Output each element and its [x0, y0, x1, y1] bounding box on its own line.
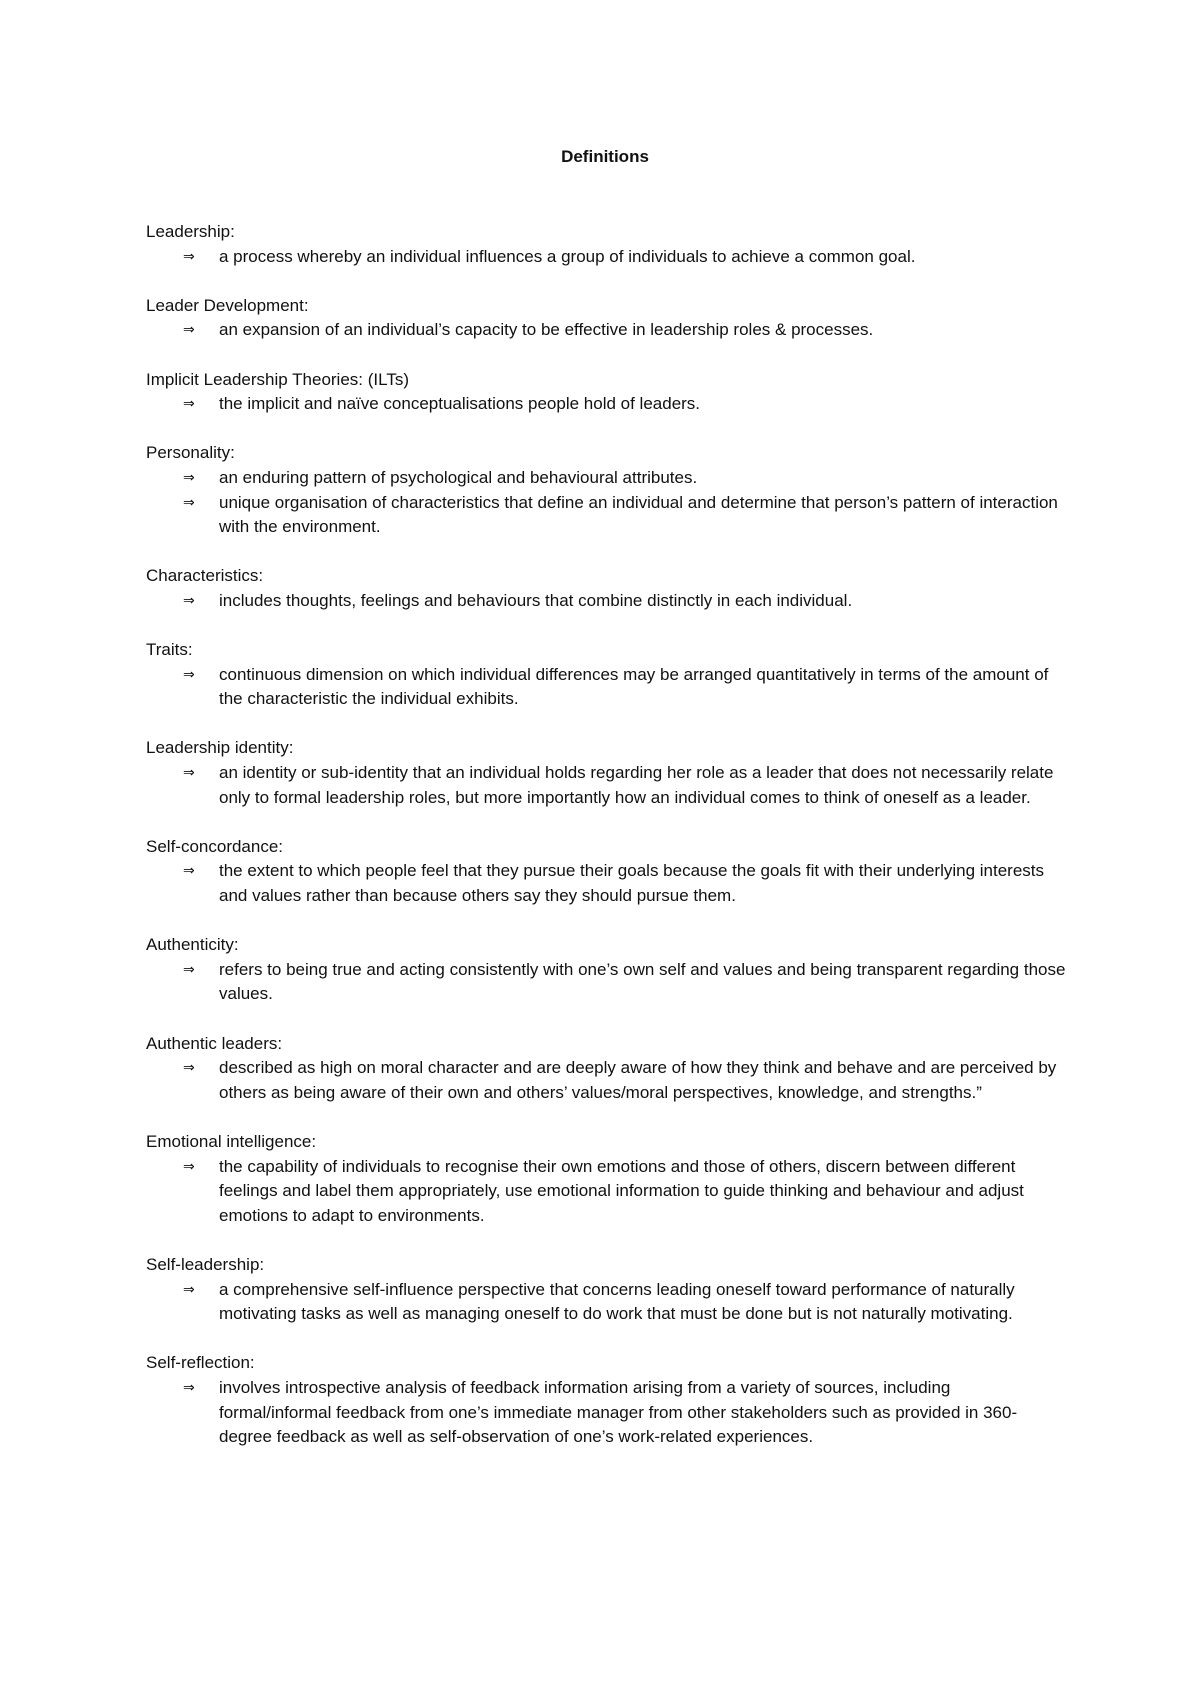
- double-arrow-icon: ⇒: [183, 1060, 195, 1077]
- definition-entry: [146, 835, 1066, 909]
- definition-entry: [146, 638, 1066, 712]
- definition-term: Self-leadership:: [146, 1254, 265, 1274]
- double-arrow-icon: ⇒: [183, 961, 195, 978]
- page-title: Definitions: [561, 147, 649, 166]
- double-arrow-icon: ⇒: [183, 1158, 195, 1175]
- definition-entry: [146, 933, 1066, 1007]
- definition-item: [146, 466, 1066, 491]
- definition-text: the implicit and naïve conceptualisations people hold of leaders.: [219, 394, 701, 414]
- definition-entry: [146, 564, 1066, 613]
- definition-text: the extent to which people feel that they pursue their goals because the goals fit with their underlying interests and values rather than because others say they should pursue them.: [219, 861, 1044, 906]
- double-arrow-icon: ⇒: [183, 863, 195, 880]
- definition-entry: [146, 1032, 1066, 1106]
- definition-entry: [146, 368, 1066, 417]
- definition-text: continuous dimension on which individual differences may be arranged quantitatively in terms of the amount of the characteristic the individual exhibits.: [219, 664, 1049, 709]
- double-arrow-icon: ⇒: [183, 592, 195, 609]
- definition-term: Implicit Leadership Theories: (ILTs): [146, 369, 409, 389]
- double-arrow-icon: ⇒: [183, 666, 195, 683]
- definitions-list: [146, 220, 1066, 1474]
- definition-text: involves introspective analysis of feedback information arising from a variety of sources, including formal/informal feedback from one’s immediate manager from other stakeholders such as provided in 360-degree feedback as well as self-observation of one’s work-related experiences.: [219, 1377, 1018, 1447]
- definition-item: [146, 859, 1066, 908]
- definition-entry: [146, 1253, 1066, 1327]
- definition-item: [146, 1376, 1066, 1450]
- definition-entry: [146, 1351, 1066, 1449]
- double-arrow-icon: ⇒: [183, 494, 195, 511]
- definition-term: Self-reflection:: [146, 1353, 255, 1373]
- definition-term: Personality:: [146, 443, 235, 463]
- double-arrow-icon: ⇒: [183, 1379, 195, 1396]
- definition-text: a comprehensive self-influence perspective that concerns leading oneself toward performance of naturally motivating tasks as well as managing oneself to do work that must be done but is not naturally motivating.: [219, 1279, 1015, 1324]
- definition-item: [146, 1056, 1066, 1105]
- definition-item: [146, 392, 1066, 417]
- definition-text: an expansion of an individual’s capacity to be effective in leadership roles & processes.: [219, 320, 874, 340]
- definition-text: an enduring pattern of psychological and behavioural attributes.: [219, 467, 698, 487]
- definition-entry: [146, 220, 1066, 269]
- definition-entry: [146, 441, 1066, 539]
- definition-item: [146, 761, 1066, 810]
- definition-item: [146, 1155, 1066, 1229]
- double-arrow-icon: ⇒: [183, 322, 195, 339]
- definition-entry: [146, 1130, 1066, 1228]
- double-arrow-icon: ⇒: [183, 765, 195, 782]
- definition-item: [146, 318, 1066, 343]
- definition-term: Emotional intelligence:: [146, 1131, 317, 1151]
- definition-term: Authenticity:: [146, 935, 239, 955]
- definition-term: Leader Development:: [146, 295, 309, 315]
- definition-text: an identity or sub-identity that an individual holds regarding her role as a leader that does not necessarily relate only to formal leadership roles, but more importantly how an individual comes to think of oneself as a leader.: [219, 763, 1054, 807]
- double-arrow-icon: ⇒: [183, 469, 195, 486]
- definition-text: unique organisation of characteristics that define an individual and determine that person’s pattern of interaction with the environment.: [219, 492, 1058, 537]
- definition-term: Leadership:: [146, 222, 235, 241]
- definition-item: [146, 958, 1066, 1007]
- definition-term: Authentic leaders:: [146, 1033, 283, 1053]
- definition-text: a process whereby an individual influences a group of individuals to achieve a common goal.: [219, 246, 916, 266]
- definition-item: [146, 245, 1066, 270]
- double-arrow-icon: ⇒: [183, 396, 195, 413]
- double-arrow-icon: ⇒: [183, 1281, 195, 1298]
- definition-item: [146, 1278, 1066, 1327]
- definition-text: includes thoughts, feelings and behaviours that combine distinctly in each individual.: [219, 590, 853, 610]
- definition-entry: [146, 294, 1066, 343]
- definition-item: [146, 589, 1066, 614]
- double-arrow-icon: ⇒: [183, 248, 195, 265]
- definition-text: the capability of individuals to recognise their own emotions and those of others, discern between different feelings and label them appropriately, use emotional information to guide thinking and behaviour and adjust emotions to adapt to environments.: [219, 1156, 1024, 1225]
- definition-item: [146, 491, 1066, 540]
- definition-entry: [146, 736, 1066, 810]
- definition-text: described as high on moral character and are deeply aware of how they think and behave and are perceived by others as being aware of their own and others’ values/moral perspectives, knowledge, and strengths.”: [219, 1058, 1057, 1102]
- definition-item: [146, 663, 1066, 712]
- definition-term: Self-concordance:: [146, 836, 284, 856]
- definition-term: Characteristics:: [146, 566, 264, 586]
- definition-term: Leadership identity:: [146, 738, 294, 758]
- definition-text: refers to being true and acting consistently with one’s own self and values and being transparent regarding those values.: [219, 959, 1066, 1004]
- definition-term: Traits:: [146, 640, 193, 660]
